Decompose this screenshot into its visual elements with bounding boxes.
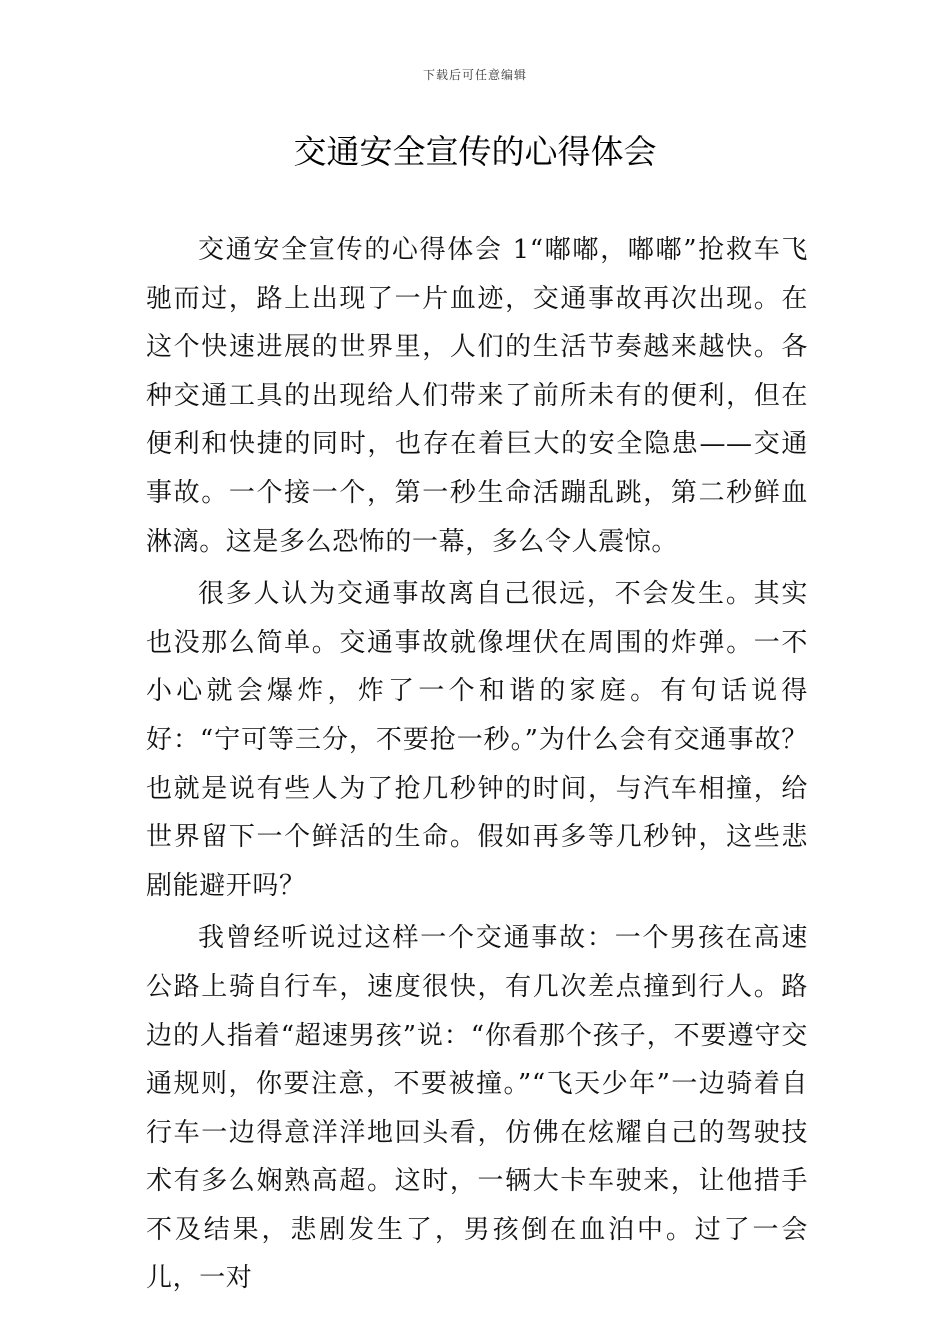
paragraph-2: 很多人认为交通事故离自己很远，不会发生。其实也没那么简单。交通事故就像埋伏在周围的炸弹。一不小心就会爆炸，炸了一个和谐的家庭。有句话说得好：“宁可等三分，不要抢一秒。”为什么会有交通事故？也就是说有些人为了抢几秒钟的时间，与汽车相撞，给世界留下一个鲜活的生命。假如再多等几秒钟，这些悲剧能避开吗？ <box>146 579 808 901</box>
header-note: 下载后可任意编辑 <box>422 68 527 82</box>
document-body <box>146 226 808 1307</box>
paragraph-1: 交通安全宣传的心得体会 1“嘟嘟，嘟嘟”抢救车飞驰而过，路上出现了一片血迹，交通事故再次出现。在这个快速进展的世界里，人们的生活节奏越来越快。各种交通工具的出现给人们带来了前所未有的便利，但在便利和快捷的同时，也存在着巨大的安全隐患——交通事故。一个接一个，第一秒生命活蹦乱跳，第二秒鲜血淋漓。这是多么恐怖的一幕，多么令人震惊。 <box>146 235 808 557</box>
paragraph-3: 我曾经听说过这样一个交通事故：一个男孩在高速公路上骑自行车，速度很快，有几次差点撞到行人。路边的人指着“超速男孩”说：“你看那个孩子，不要遵守交通规则，你要注意，不要被撞。”“飞天少年”一边骑着自行车一边得意洋洋地回头看，仿佛在炫耀自己的驾驶技术有多么娴熟高超。这时，一辆大卡车驶来，让他措手不及结果，悲剧发生了，男孩倒在血泊中。过了一会儿，一对 <box>146 923 808 1294</box>
document-title: 交通安全宣传的心得体会 <box>293 132 657 171</box>
